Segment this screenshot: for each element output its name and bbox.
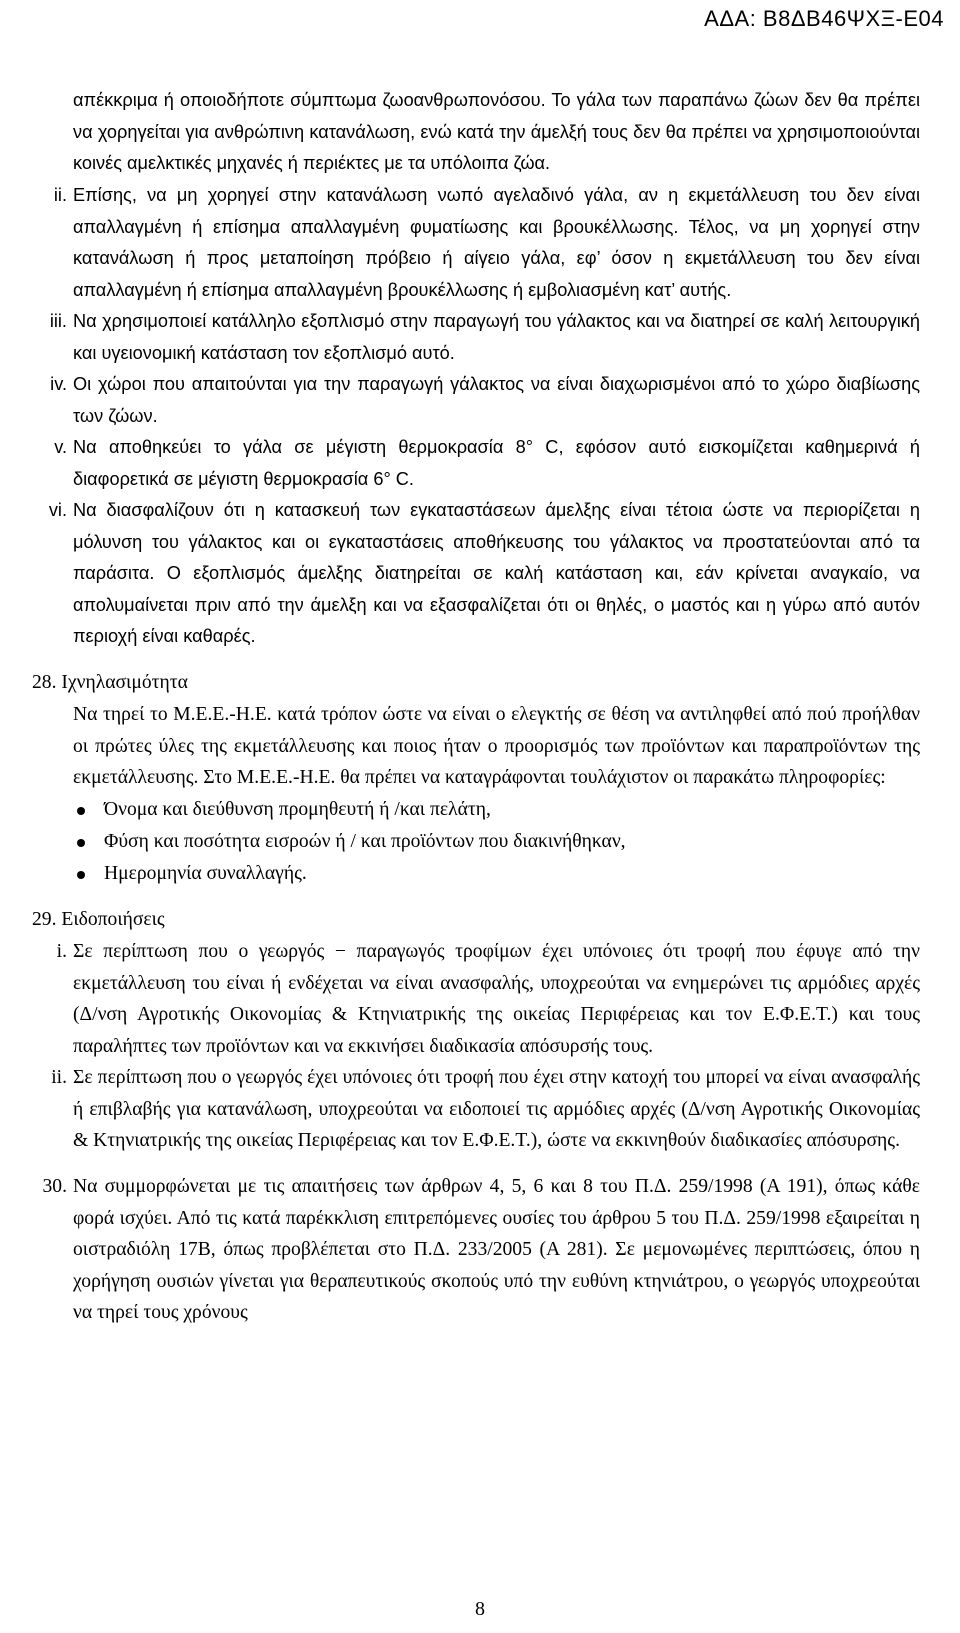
bullet-dot-icon: [77, 871, 85, 879]
item-marker: 30.: [42, 1176, 67, 1197]
bullet-text: Όνομα και διεύθυνση προμηθευτή ή /και πελάτη,: [104, 799, 491, 820]
section-heading-traceability: 28. Ιχνηλασιμότητα: [32, 672, 188, 693]
item-text: Να χρησιμοποιεί κατάλληλο εξοπλισμό στην παραγωγή του γάλακτος και να διατηρεί σε καλή λειτουργική και υγειονομική κατάσταση τον εξοπλισμό αυτό.: [73, 311, 920, 363]
item-text: Σε περίπτωση που ο γεωργός έχει υπόνοιες ότι τροφή που έχει στην κατοχή του μπορεί να είναι ανασφαλής ή επιβλαβής για κατανάλωση, υποχρεούται να ειδοποιεί τις αρμόδιες αρχές (Δ/νση Αγροτικής Οικονομίας & Κτηνιατρικής της οικείας Περιφέρειας και τον Ε.Φ.Ε.Τ.), ώστε να εκκινηθούν διαδικασίες απόσυρσης.: [73, 1067, 920, 1151]
item-text: Να αποθηκεύει το γάλα σε μέγιστη θερμοκρασία 8° C, εφόσον αυτό εισκομίζεται καθημερινά ή διαφορετικά σε μέγιστη θερμοκρασία 6° C.: [73, 437, 920, 489]
bullet-dot-icon: [77, 807, 85, 815]
item-marker: iii.: [49, 311, 67, 331]
item-text: Να συμμορφώνεται με τις απαιτήσεις των άρθρων 4, 5, 6 και 8 του Π.Δ. 259/1998 (Α 191), όπως κάθε φορά ισχύει. Από τις κατά παρέκκλιση επιτρεπόμενες ουσίες του άρθρου 5 του Π.Δ. 259/1998 εξαιρείται η οιστραδιόλη 17Β, όπως προβλέπεται στο Π.Δ. 233/2005 (Α 281). Σε μεμονωμένες περιπτώσεις, όπου η χορήγηση ουσιών γίνεται για θεραπευτικούς σκοπούς υπό την ευθύνη κτηνιάτρου, ο γεωργός υποχρεούται να τηρεί τους χρόνους: [73, 1176, 920, 1323]
item-text: Επίσης, να μη χορηγεί στην κατανάλωση νωπό αγελαδινό γάλα, αν η εκμετάλλευση του δεν είναι απαλλαγμένη ή επίσημα απαλλαγμένη φυματίωσης και βρουκέλλωσης. Τέλος, να μη χορηγεί στην κατανάλωση ή προς μεταποίηση πρόβειο ή αίγειο γάλα, εφ’ όσον η εκμετάλλευση του δεν είναι απαλλαγμένη ή επίσημα απαλλαγμένη βρουκέλλωσης ή εμβολιασμένη κατ’ αυτής.: [73, 185, 920, 300]
item-text: Οι χώροι που απαιτούνται για την παραγωγή γάλακτος να είναι διαχωρισμένοι από το χώρο διαβίωσης των ζώων.: [73, 374, 920, 426]
page-number: 8: [475, 1598, 485, 1620]
item-marker: i.: [56, 941, 67, 962]
item-text: Σε περίπτωση που ο γεωργός − παραγωγός τροφίμων έχει υπόνοιες ότι τροφή που έφυγε από την εκμετάλλευση του είναι ή ενδέχεται να είναι ανασφαλής, υποχρεούται να ενημερώνει τις αρμόδιες αρχές (Δ/νση Αγροτικής Οικονομίας & Κτηνιατρικής της οικείας Περιφέρειας και τον Ε.Φ.Ε.Τ.) και τους παραλήπτες των προϊόντων και να εκκινήσει διαδικασία απόσυρσής τους.: [73, 941, 920, 1057]
traceability-paragraph: Να τηρεί το Μ.Ε.Ε.-Η.Ε. κατά τρόπον ώστε να είναι ο ελεγκτής σε θέση να αντιληφθεί από πού προήλθαν οι πρώτες ύλες της εκμετάλλευσης και ποιος ήταν ο προορισμός των προϊόντων και παραπροϊόντων της εκμετάλλευσης. Στο Μ.Ε.Ε.-Η.Ε. θα πρέπει να καταγράφονται τουλάχιστον οι παρακάτω πληροφορίες:: [73, 704, 920, 788]
item-marker: vi.: [48, 500, 67, 520]
bullet-dot-icon: [77, 839, 85, 847]
ada-code: ΑΔΑ: Β8ΔΒ46ΨΧΞ-Ε04: [704, 6, 944, 31]
continuation-paragraph: απέκκριμα ή οποιοδήποτε σύμπτωμα ζωοανθρωπονόσου. Το γάλα των παραπάνω ζώων δεν θα πρέπει να χορηγείται για ανθρώπινη κατανάλωση, ενώ κατά την άμελξή τους δεν θα πρέπει να χρησιμοποιούνται κοινές αμελκτικές μηχανές ή περιέκτες με τα υπόλοιπα ζώα.: [73, 90, 920, 173]
item-text: Να διασφαλίζουν ότι η κατασκευή των εγκαταστάσεων άμελξης είναι τέτοια ώστε να περιορίζεται η μόλυνση του γάλακτος και οι εγκαταστάσεις αποθήκευσης του γάλακτος να προστατεύονται από τα παράσιτα. Ο εξοπλισμός άμελξης διατηρείται σε καλή κατάσταση και, εάν κρίνεται αναγκαίο, να απολυμαίνεται πριν από την άμελξη και να εξασφαλίζεται ότι οι θηλές, ο μαστός και η γύρω από αυτόν περιοχή είναι καθαρές.: [73, 500, 920, 646]
bullet-text: Ημερομηνία συναλλαγής.: [104, 863, 307, 884]
section-heading-notifications: 29. Ειδοποιήσεις: [32, 909, 165, 930]
bullet-text: Φύση και ποσότητα εισροών ή / και προϊόντων που διακινήθηκαν,: [104, 831, 626, 852]
item-marker: iv.: [50, 374, 67, 394]
item-marker: ii.: [53, 185, 67, 205]
item-marker: v.: [54, 437, 67, 457]
item-marker: ii.: [51, 1067, 67, 1088]
